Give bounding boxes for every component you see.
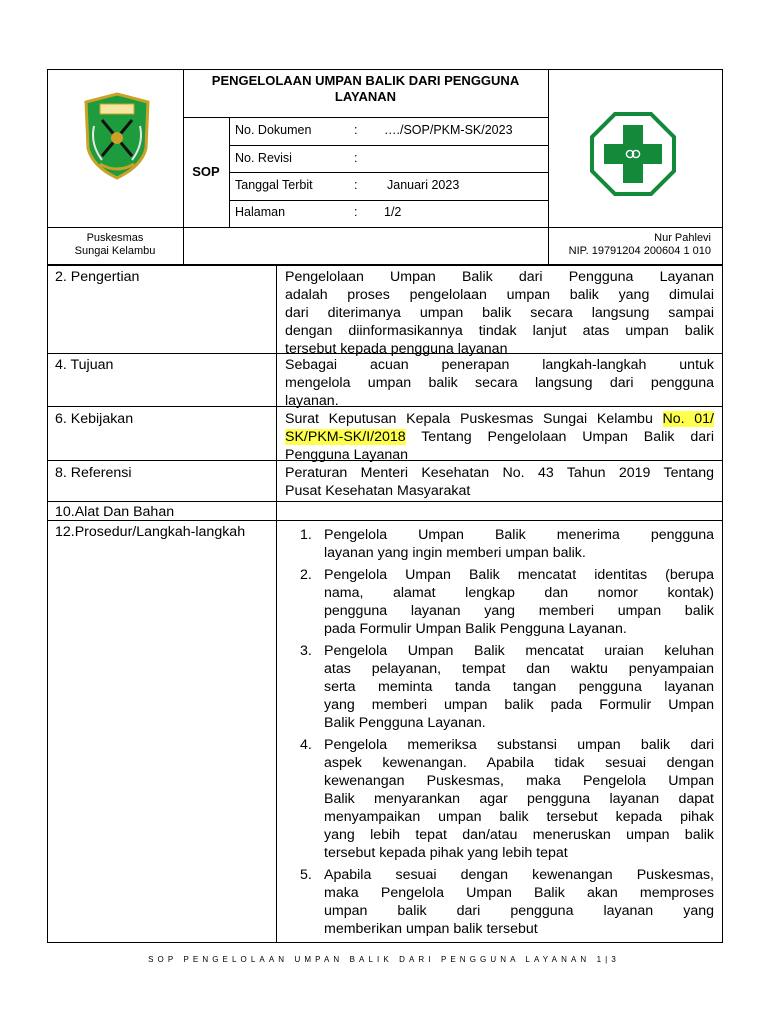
step-number: 2. xyxy=(300,567,312,583)
sop-title-line2: LAYANAN xyxy=(334,89,397,104)
step-number: 1. xyxy=(300,527,312,543)
doc-number-sep: : xyxy=(354,123,358,137)
sop-title-line1: PENGELOLAAN UMPAN BALIK DARI PENGGUNA xyxy=(211,73,520,88)
prosedur-label: 12.Prosedur/Langkah-langkah xyxy=(55,524,246,540)
kebijakan-text: Surat Keputusan Kepala Puskesmas Sungai Kelambu No. 01/ SK/PKM-SK/I/2018 Tentang Pengelolaan Umpan Balik dari Pengguna Layanan xyxy=(285,411,714,463)
signer-name: Nur Pahlevi xyxy=(654,232,711,244)
prosedur-step-1: 1. Pengelola Umpan Balik menerima pengguna layanan yang ingin memberi umpan balik. xyxy=(300,527,714,561)
org-name-line1: Puskesmas xyxy=(86,232,144,244)
prosedur-step-5: 5. Apabila sesuai dengan kewenangan Puskesmas, maka Pengelola Umpan Balik akan memproses umpan balik dari pengguna layanan yang memberikan umpan balik tersebut xyxy=(300,867,714,937)
page-label: Halaman xyxy=(235,205,286,219)
step-number: 5. xyxy=(300,867,312,883)
kebijakan-sk-number-highlight: No. 01/ xyxy=(662,411,714,427)
pengertian-text: Pengelolaan Umpan Balik dari Pengguna Layanan adalah proses pengelolaan umpan balik yang dimulai dari diterimanya umpan balik secara langsung sampai dengan diinformasikannya tindak lanjut atas umpan balik tersebut kepada pengguna layanan xyxy=(285,269,714,357)
page-sep: : xyxy=(354,205,358,219)
kebijakan-sk-code-highlight: SK/PKM-SK/I/2018 xyxy=(285,429,406,445)
alat-label: 10.Alat Dan Bahan xyxy=(55,504,175,520)
step-number: 4. xyxy=(300,737,312,753)
referensi-label: 8. Referensi xyxy=(55,465,132,481)
tujuan-label: 4. Tujuan xyxy=(55,357,114,373)
issue-date-value: Januari 2023 xyxy=(387,178,460,192)
signer-nip: NIP. 19791204 200604 1 010 xyxy=(568,245,711,257)
doc-number-label: No. Dokumen xyxy=(235,123,312,137)
revision-sep: : xyxy=(354,151,358,165)
referensi-text: Peraturan Menteri Kesehatan No. 43 Tahun 2019 Tentang Pusat Kesehatan Masyarakat xyxy=(285,465,714,499)
doc-number-value: …./SOP/PKM-SK/2023 xyxy=(384,123,513,137)
kabupaten-emblem-icon xyxy=(80,90,154,182)
prosedur-step-4: 4. Pengelola memeriksa substansi umpan balik dari aspek kewenangan. Apabila tidak sesuai dengan kewenangan Puskesmas, maka Pengelola Umpan Balik menyarankan agar pengguna layanan dapat menyampaikan umpan balik tersebut kepada pihak yang lebih tepat dan/atau meneruskan umpan balik tersebut kepada pihak yang lebih tepat xyxy=(300,737,714,861)
prosedur-step-2: 2. Pengelola Umpan Balik mencatat identitas (berupa nama, alamat lengkap dan nomor kontak) pengguna layanan yang memberi umpan balik pada Formulir Umpan Balik Pengguna Layanan. xyxy=(300,567,714,637)
step-number: 3. xyxy=(300,643,312,659)
org-name-line2: Sungai Kelambu xyxy=(74,245,156,257)
puskesmas-cross-logo-icon xyxy=(589,111,677,197)
issue-date-label: Tanggal Terbit xyxy=(235,178,313,192)
page-value: 1/2 xyxy=(384,205,402,219)
kebijakan-label: 6. Kebijakan xyxy=(55,411,134,427)
footer-text: SOP PENGELOLAAN UMPAN BALIK DARI PENGGUNA LAYANAN 1|3 xyxy=(148,955,620,964)
issue-date-sep: : xyxy=(354,178,358,192)
footer-page-number: 1|3 xyxy=(596,955,620,964)
revision-label: No. Revisi xyxy=(235,151,292,165)
sop-label: SOP xyxy=(192,164,220,179)
pengertian-label: 2. Pengertian xyxy=(55,269,140,285)
prosedur-step-3: 3. Pengelola Umpan Balik mencatat uraian keluhan atas pelayanan, tempat dan waktu penyampaian serta meminta tanda tangan pengguna layanan yang memberi umpan balik pada Formulir Umpan Balik Pengguna Layanan. xyxy=(300,643,714,731)
tujuan-text: Sebagai acuan penerapan langkah-langkah untuk mengelola umpan balik secara langsung dari pengguna layanan. xyxy=(285,357,714,409)
